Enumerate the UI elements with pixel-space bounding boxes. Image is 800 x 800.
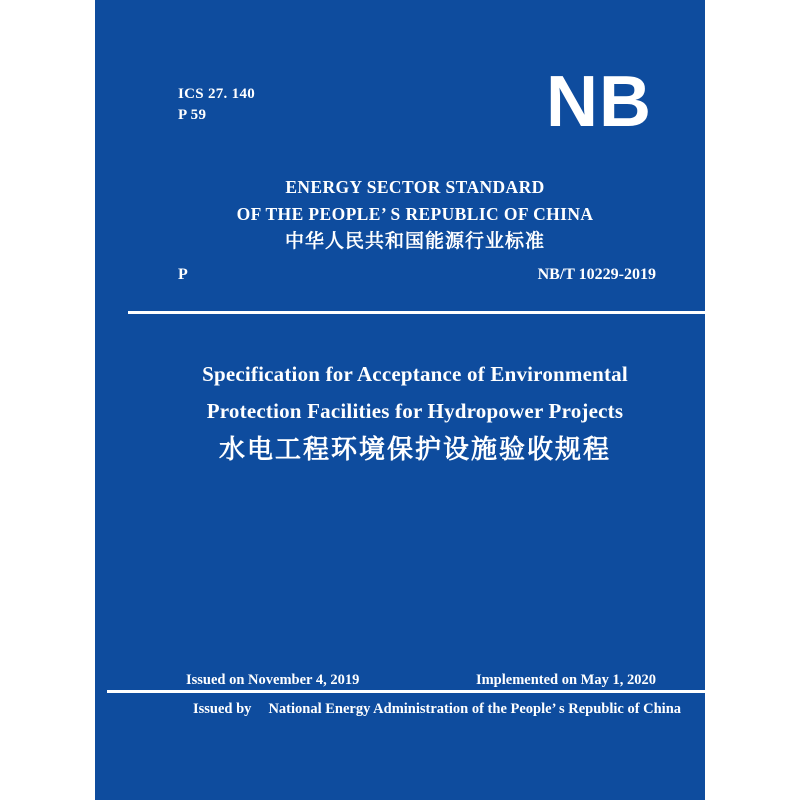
issuer-name: National Energy Administration of the People’ s Republic of China [268, 701, 682, 717]
title-english-line1: Specification for Acceptance of Environmental [202, 362, 628, 386]
doc-class-letter: P [178, 266, 188, 283]
nb-logo: NB [546, 62, 652, 142]
standard-number: NB/T 10229-2019 [537, 266, 656, 283]
title-english-line2: Protection Facilities for Hydropower Projects [206, 399, 624, 423]
title-block [125, 356, 705, 468]
ics-code: ICS 27. 140 [178, 86, 256, 102]
issuer-row [193, 701, 685, 717]
top-divider-rule [128, 311, 705, 314]
header-line1: ENERGY SECTOR STANDARD [285, 177, 545, 197]
dates-row [186, 672, 656, 688]
code-row [178, 266, 656, 284]
issued-by-label: Issued by [193, 701, 252, 717]
classification-code: P 59 [178, 107, 207, 123]
implemented-date: Implemented on May 1, 2020 [475, 672, 656, 688]
title-chinese: 水电工程环境保护设施验收规程 [218, 435, 611, 464]
standard-header [125, 174, 705, 255]
standard-cover-page [95, 0, 705, 800]
bottom-divider-rule [107, 690, 705, 693]
header-line3-chinese: 中华人民共和国能源行业标准 [284, 231, 545, 252]
ics-classification-block [178, 84, 255, 126]
header-line2: OF THE PEOPLE’ S REPUBLIC OF CHINA [236, 204, 594, 224]
issued-date: Issued on November 4, 2019 [186, 672, 360, 688]
